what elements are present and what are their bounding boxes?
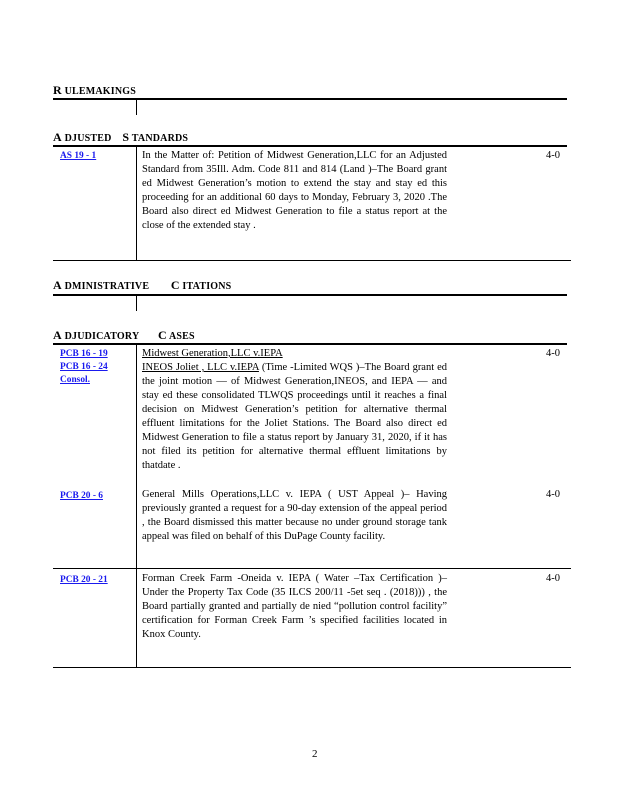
section-header-adjusted-standards: A DJUSTED S TANDARDS	[53, 130, 189, 144]
column-divider	[136, 296, 137, 311]
case-summary: Forman Creek Farm -Oneida v. IEPA ( Water –Tax Certification )–Under the Property Tax Code (35 ILCS 200/11 -5et seq . (2018))) , the Board partially granted and partially de nied “pollution control facility” certification for Forman Creek Farm ’s specified facilities located in Knox County.	[142, 573, 447, 640]
case-title: Midwest Generation,LLC v.IEPA	[142, 348, 283, 359]
case-link-pcb-20-6[interactable]: PCB 20 - 6	[60, 491, 103, 501]
case-title: INEOS Joliet , LLC v.IEPA	[142, 362, 259, 373]
vote-count: 4-0	[546, 489, 560, 500]
case-summary	[142, 347, 447, 473]
section-rule	[53, 343, 567, 345]
column-divider	[136, 100, 137, 115]
section-header-rulemakings: R ULEMAKINGS	[53, 83, 137, 97]
vote-count: 4-0	[546, 573, 560, 584]
case-links	[60, 150, 96, 163]
case-summary: General Mills Operations,LLC v. IEPA ( UST Appeal )– Having previously granted a request for a 90-day extension of the appeal period , the Board dismissed this matter because no under ground storage tank appeal was filed on behalf of this DuPage County facility.	[142, 489, 447, 542]
section-rule	[53, 145, 567, 147]
row-rule	[53, 568, 571, 569]
row-rule	[53, 667, 571, 668]
page-number: 2	[312, 748, 318, 760]
case-link-pcb-16-19[interactable]: PCB 16 - 19	[60, 349, 108, 359]
section-rule	[53, 294, 567, 296]
case-links	[60, 490, 103, 503]
vote-count: 4-0	[546, 150, 560, 161]
section-rule	[53, 98, 567, 100]
case-link-pcb-16-24[interactable]: PCB 16 - 24	[60, 362, 108, 372]
row-rule	[53, 260, 571, 261]
case-link-pcb-20-21[interactable]: PCB 20 - 21	[60, 575, 108, 585]
case-links	[60, 574, 108, 587]
case-link-consolidated[interactable]: Consol.	[60, 375, 90, 385]
case-link-as-19-1[interactable]: AS 19 - 1	[60, 151, 97, 161]
column-divider	[136, 147, 137, 261]
case-links	[60, 348, 108, 387]
section-header-administrative-citations: A DMINISTRATIVE C ITATIONS	[53, 278, 232, 292]
case-summary-text: (Time -Limited WQS )–The Board grant ed the joint motion — of Midwest Generation,INEOS, and IEPA — and stay ed these consolidated TLWQS proceedings until it reaches a final decision on Midwest Generation’s petition for alternative thermal effluent limitations for the Joliet Stations. The Board also direct ed Midwest Generation to file a status report by January 31, 2020, if it has not filed its petition for alternative thermal effluent limitations by thatdate .	[142, 362, 448, 471]
column-divider	[136, 345, 137, 667]
section-header-adjudicatory-cases: A DJUDICATORY C ASES	[53, 328, 195, 342]
case-summary: In the Matter of: Petition of Midwest Generation,LLC for an Adjusted Standard from 35Ill. Adm. Code 811 and 814 (Land )–The Board grant ed Midwest Generation’s motion to extend the stay and stay ed this proceeding for an additional 60 days to Monday, February 3, 2020 .The Board also direct ed Midwest Generation to file a status report at the close of the extended stay .	[142, 150, 447, 231]
vote-count: 4-0	[546, 348, 560, 359]
